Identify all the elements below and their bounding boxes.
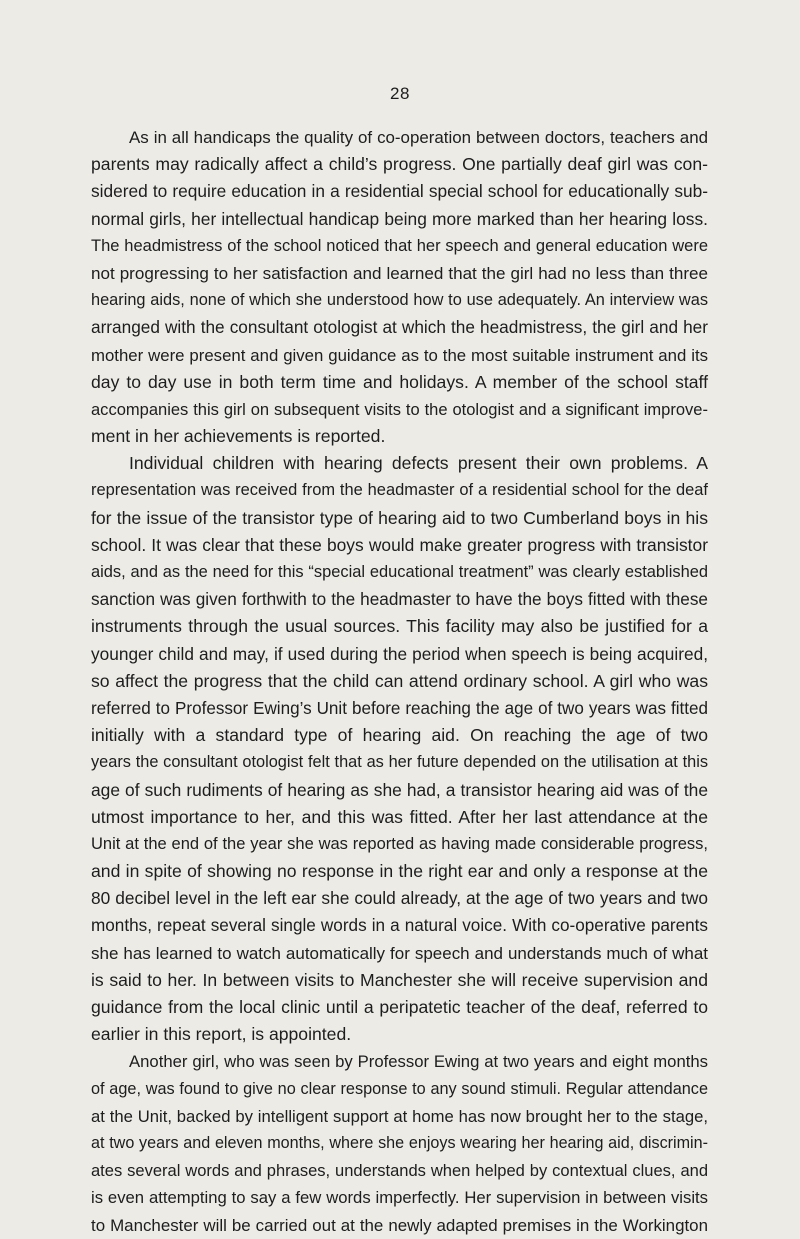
paragraph-2-line: so affect the progress that the child can attend ordinary school. A girl who was	[91, 670, 708, 691]
paragraph-2-line: for the issue of the transistor type of hearing aid to two Cumberland boys in his	[91, 507, 708, 528]
paragraph-3-line: at two years and eleven months, where she enjoys wearing her hearing aid, discrimin-	[91, 1133, 708, 1152]
paragraph-2-line: 80 decibel level in the left ear she could already, at the age of two years and two	[91, 888, 708, 909]
paragraph-3-line: to Manchester will be carried out at the newly adapted premises in the Workington	[91, 1215, 708, 1235]
paragraph-1-line: sidered to require education in a residential special school for educationally sub-	[91, 181, 708, 202]
paragraph-1-line: not progressing to her satisfaction and learned that the girl had no less than three	[91, 263, 708, 283]
paragraph-2-line: she has learned to watch automatically for speech and understands much of what	[91, 943, 708, 963]
paragraph-1-line: The headmistress of the school noticed that her speech and general education were	[91, 236, 708, 255]
paragraph-1-line: hearing aids, none of which she understood how to use adequately. An interview was	[91, 291, 708, 310]
paragraph-3-line: ates several words and phrases, understands when helped by contextual clues, and	[91, 1161, 708, 1181]
paragraph-3-line: at the Unit, backed by intelligent support at home has now brought her to the stage,	[91, 1106, 708, 1126]
paragraph-2-line: is said to her. In between visits to Manchester she will receive supervision and	[91, 969, 708, 990]
paragraph-1-line: As in all handicaps the quality of co-operation between doctors, teachers and	[129, 128, 708, 147]
paragraph-3-line: Another girl, who was seen by Professor Ewing at two years and eight months	[129, 1052, 708, 1072]
paragraph-2-line: aids, and as the need for this “special educational treatment” was clearly established	[91, 563, 708, 581]
paragraph-2-line: Individual children with hearing defects present their own problems. A	[129, 453, 708, 474]
paragraph-3-line: of age, was found to give no clear response to any sound stimuli. Regular attendance	[91, 1079, 708, 1098]
paragraph-2-line: initially with a standard type of hearing aid. On reaching the age of two	[91, 725, 708, 746]
paragraph-2-line: and in spite of showing no response in the right ear and only a response at the	[91, 861, 708, 882]
paragraph-2-line: school. It was clear that these boys would make greater progress with transistor	[91, 534, 708, 555]
paragraph-1-line: accompanies this girl on subsequent visits to the otologist and a significant improve-	[91, 399, 708, 419]
paragraph-2-line: age of such rudiments of hearing as she had, a transistor hearing aid was of the	[91, 779, 708, 800]
paragraph-3-line: is even attempting to say a few words imperfectly. Her supervision in between visits	[91, 1188, 708, 1208]
paragraph-1-line: arranged with the consultant otologist at which the headmistress, the girl and her	[91, 317, 708, 338]
paragraph-1-line: ment in her achievements is reported.	[91, 426, 386, 447]
paragraph-2-line: Unit at the end of the year she was reported as having made considerable progress,	[91, 834, 708, 853]
paragraph-2-line: younger child and may, if used during the period when speech is being acquired,	[91, 643, 708, 664]
paragraph-1-line: mother were present and given guidance as to the most suitable instrument and its	[91, 345, 708, 365]
page-number: 28	[390, 84, 410, 103]
paragraph-2-line: sanction was given forthwith to the headmaster to have the boys fitted with these	[91, 589, 708, 610]
paragraph-2-line: earlier in this report, is appointed.	[91, 1024, 352, 1045]
paragraph-2-line: representation was received from the headmaster of a residential school for the deaf	[91, 481, 708, 500]
paragraph-2-line: months, repeat several single words in a natural voice. With co-operative parents	[91, 915, 708, 936]
paragraph-2-line: utmost importance to her, and this was fitted. After her last attendance at the	[91, 806, 708, 827]
paragraph-2-line: referred to Professor Ewing’s Unit before reaching the age of two years was fitted	[91, 698, 708, 718]
paragraph-1-line: day to day use in both term time and holidays. A member of the school staff	[91, 371, 708, 392]
paragraph-2-line: guidance from the local clinic until a peripatetic teacher of the deaf, referred to	[91, 997, 708, 1017]
paragraph-1-line: parents may radically affect a child’s progress. One partially deaf girl was con-	[91, 154, 708, 175]
paragraph-2-line: years the consultant otologist felt that as her future depended on the utilisation at this	[91, 753, 708, 772]
paragraph-1-line: normal girls, her intellectual handicap being more marked than her hearing loss.	[91, 208, 708, 229]
body-text	[91, 124, 708, 1239]
paragraph-2-line: instruments through the usual sources. This facility may also be justified for a	[91, 616, 708, 637]
